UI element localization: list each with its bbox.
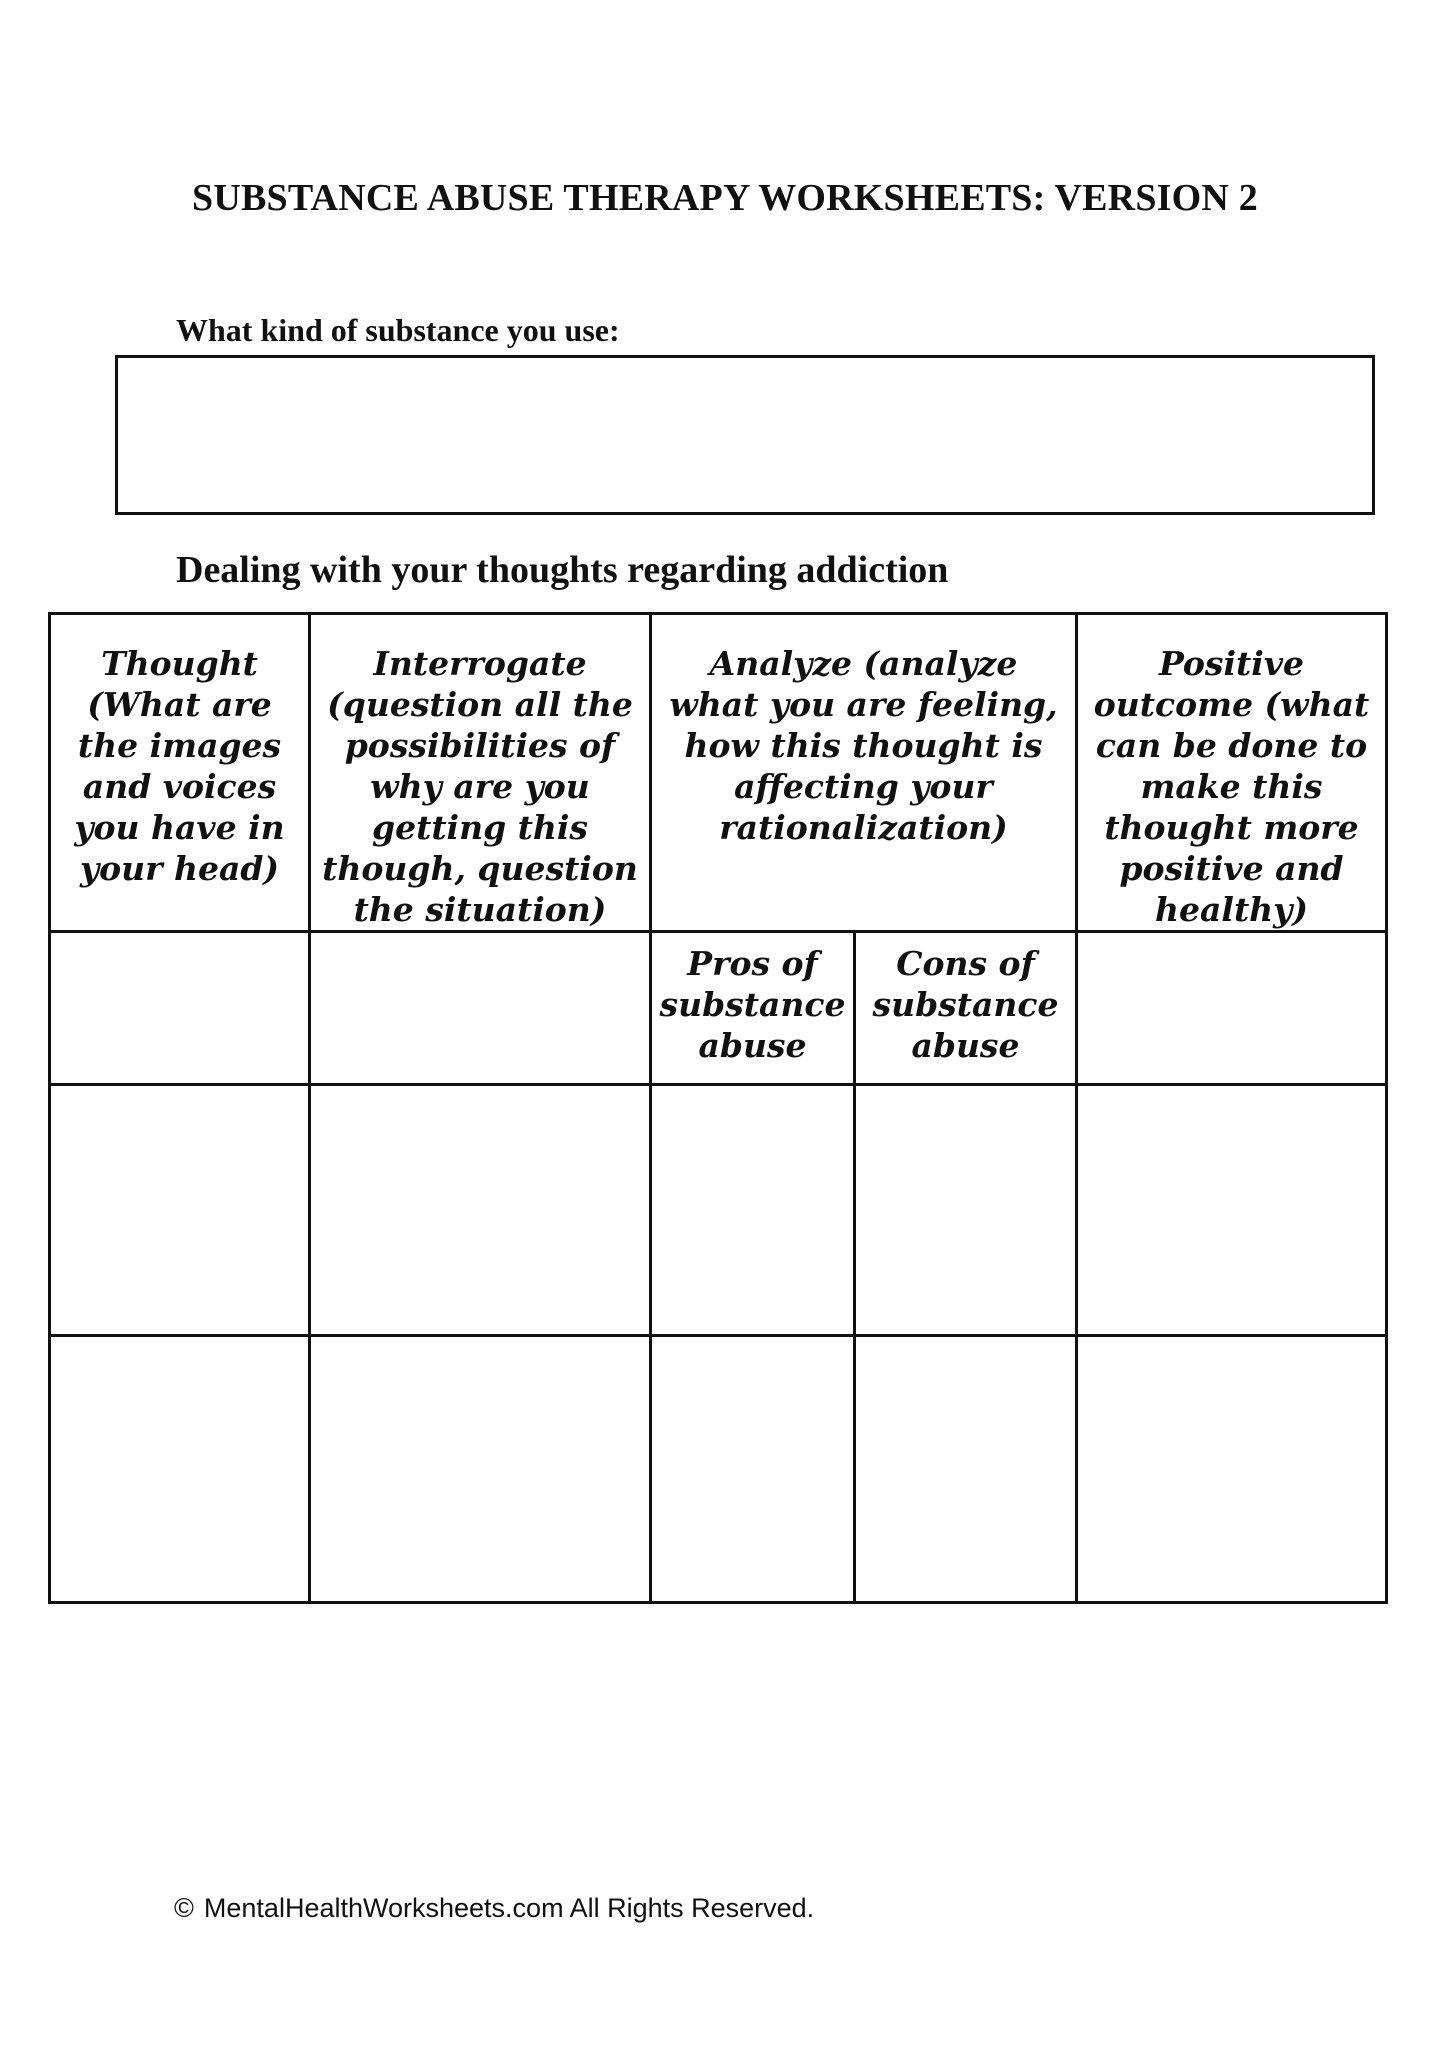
table-cell[interactable] xyxy=(310,1085,651,1336)
subheader-cons xyxy=(855,932,1077,1085)
table-cell[interactable] xyxy=(310,1336,651,1603)
table-cell[interactable] xyxy=(651,1336,855,1603)
page-title: SUBSTANCE ABUSE THERAPY WORKSHEETS: VERSION 2 xyxy=(192,177,1258,219)
table-subheader-row xyxy=(50,932,1387,1085)
header-thought xyxy=(50,614,310,932)
table-row xyxy=(50,1085,1387,1336)
substance-answer-box[interactable] xyxy=(115,355,1375,515)
table-cell[interactable] xyxy=(1077,1336,1387,1603)
table-cell[interactable] xyxy=(310,932,651,1085)
substance-label: What kind of substance you use: xyxy=(176,312,620,348)
subheader-cons-text: Cons of substance abuse xyxy=(872,944,1059,1065)
header-thought-text: Thought (What are the images and voices you have in your head) xyxy=(74,644,285,888)
table-cell[interactable] xyxy=(1077,1085,1387,1336)
table-cell[interactable] xyxy=(50,932,310,1085)
table-cell[interactable] xyxy=(1077,932,1387,1085)
subheader-pros xyxy=(651,932,855,1085)
copyright-icon: © xyxy=(174,1893,194,1923)
thoughts-table xyxy=(48,612,1388,1604)
subheader-pros-text: Pros of substance abuse xyxy=(659,944,846,1065)
header-interrogate-text: Interrogate (question all the possibilities of why are you getting this though, question the situation) xyxy=(322,644,638,929)
footer xyxy=(174,1893,814,1924)
footer-text: MentalHealthWorksheets.com All Rights Reserved. xyxy=(203,1893,815,1923)
table-cell[interactable] xyxy=(651,1085,855,1336)
section-heading: Dealing with your thoughts regarding addiction xyxy=(176,549,949,591)
table-row xyxy=(50,1336,1387,1603)
table-header-row xyxy=(50,614,1387,932)
header-analyze-text: Analyze (analyze what you are feeling, how this thought is affecting your rationalization) xyxy=(669,644,1058,847)
table-cell[interactable] xyxy=(855,1085,1077,1336)
table-cell[interactable] xyxy=(855,1336,1077,1603)
header-interrogate xyxy=(310,614,651,932)
header-analyze xyxy=(651,614,1077,932)
table-cell[interactable] xyxy=(50,1336,310,1603)
table-cell[interactable] xyxy=(50,1085,310,1336)
header-positive-outcome-text: Positive outcome (what can be done to make this thought more positive and healthy) xyxy=(1093,644,1370,929)
header-positive-outcome xyxy=(1077,614,1387,932)
